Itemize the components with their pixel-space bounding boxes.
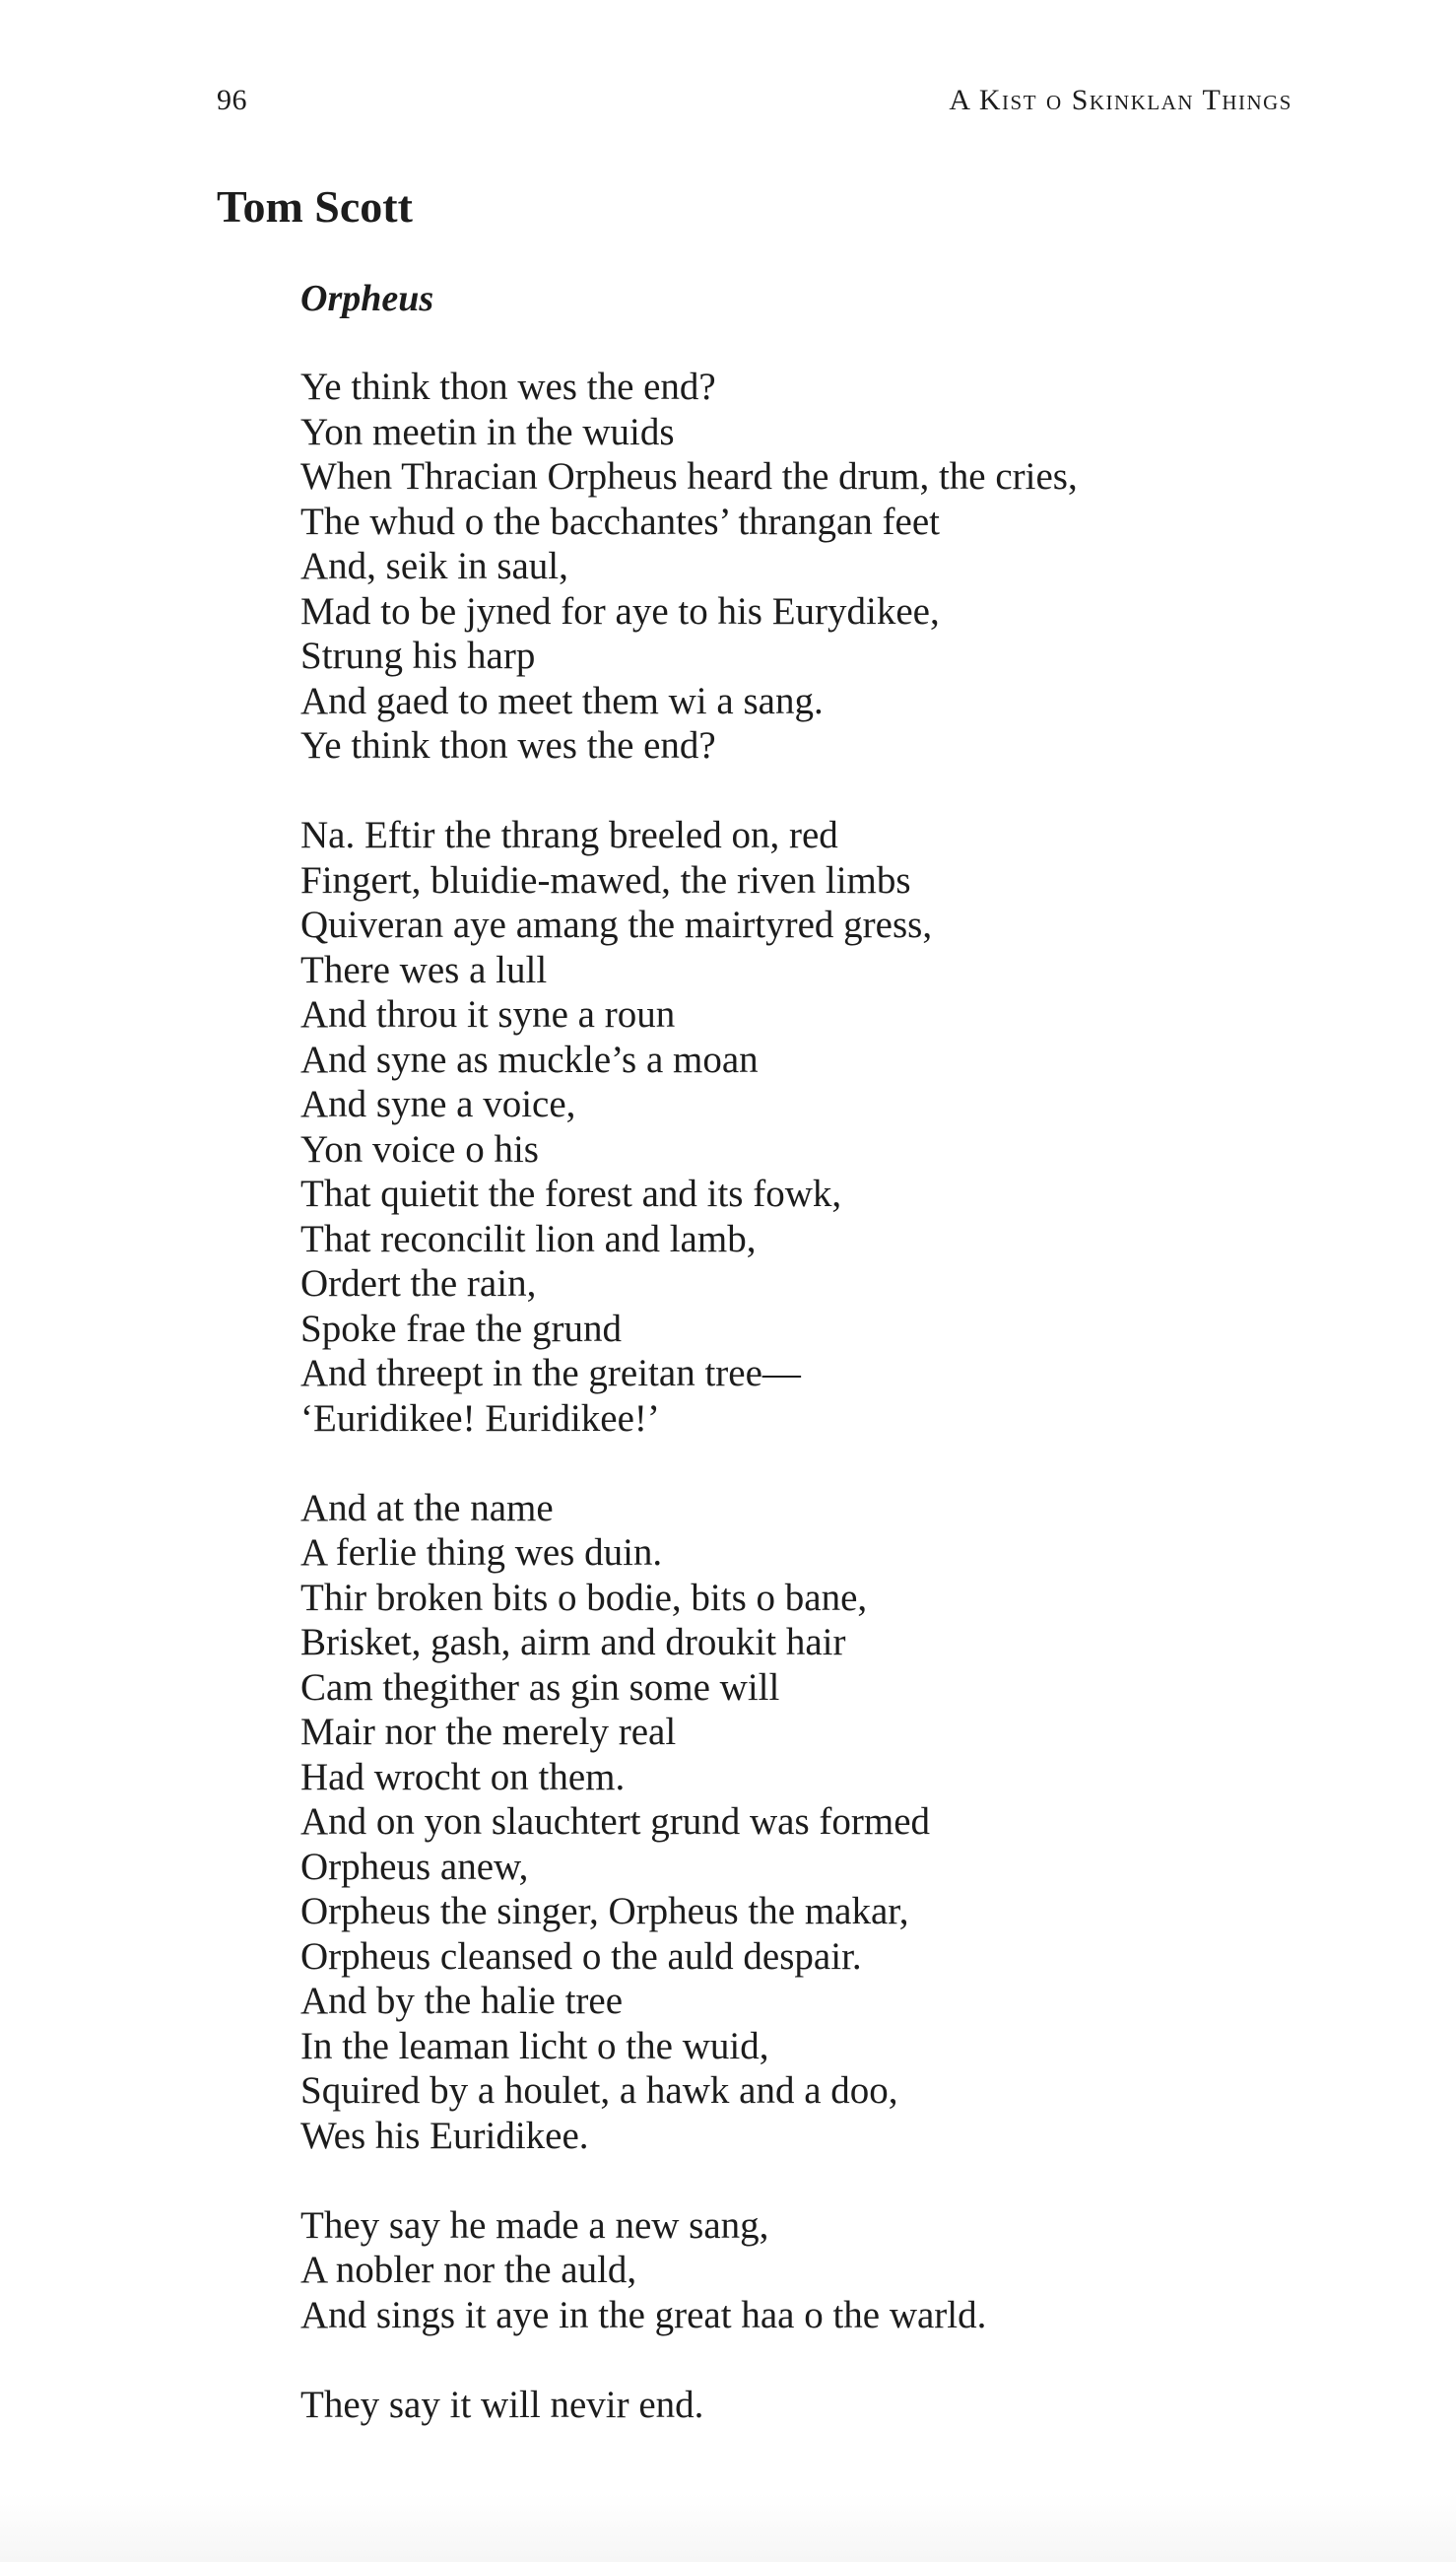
poem-line: And throu it syne a roun [300, 993, 676, 1036]
poem-line: A ferlie thing wes duin. [300, 1531, 663, 1574]
poem-stanza [300, 2383, 1286, 2428]
poem-line: Orpheus the singer, Orpheus the makar, [300, 1890, 909, 1932]
poem-line: Na. Eftir the thrang breeled on, red [300, 814, 838, 856]
poem-line: Strung his harp [300, 635, 536, 677]
poem-line: Ye think thon wes the end? [300, 724, 716, 767]
poem-line: Ye think thon wes the end? [300, 366, 716, 408]
poem-line: And gaed to meet them wi a sang. [300, 679, 824, 722]
poem-line: ‘Euridikee! Euridikee!’ [300, 1396, 660, 1440]
poem-line: Yon meetin in the wuids [300, 410, 675, 453]
running-head [217, 81, 1292, 120]
poem-line: And threept in the greitan tree— [300, 1352, 801, 1394]
book-title: A Kist o Skinklan Things [949, 84, 1292, 116]
poem-line: Had wrocht on them. [300, 1755, 626, 1798]
poem-line: Cam thegither as gin some will [300, 1665, 780, 1709]
poem-line: The whud o the bacchantes’ thrangan feet [300, 500, 940, 543]
poem-line: Yon voice o his [300, 1127, 539, 1171]
poem-line: That quietit the forest and its fowk, [300, 1173, 842, 1215]
page-number: 96 [217, 84, 247, 116]
author-name: Tom Scott [217, 181, 413, 232]
poem-line: Mad to be jyned for aye to his Eurydikee, [300, 589, 940, 633]
poem-line: Mair nor the merely real [300, 1711, 677, 1753]
poem-line: And on yon slauchtert grund was formed [300, 1800, 931, 1843]
poem-line: When Thracian Orpheus heard the drum, the cries, [300, 455, 1078, 498]
poem-body [300, 365, 1286, 2472]
poem-line: A nobler nor the auld, [300, 2249, 637, 2291]
poem-line: They say he made a new sang, [300, 2203, 769, 2247]
poem-line: Wes his Euridikee. [300, 2114, 589, 2157]
poem-line: There wes a lull [300, 948, 548, 991]
poem-line: Thir broken bits o bodie, bits o bane, [300, 1576, 868, 1619]
poem-line: And, seik in saul, [300, 545, 568, 587]
poem-line: And syne a voice, [300, 1083, 576, 1125]
poem-line: And syne as muckle’s a moan [300, 1038, 759, 1081]
poem-line: Orpheus anew, [300, 1845, 529, 1888]
poem-title: Orpheus [300, 278, 434, 319]
poem-stanza [300, 365, 1286, 769]
poem-stanza [300, 2203, 1286, 2338]
poem-line: And at the name [300, 1486, 554, 1529]
poem-line: Fingert, bluidie-mawed, the riven limbs [300, 858, 911, 902]
poem-line: And by the halie tree [300, 1980, 624, 2022]
poem-line: Squired by a houlet, a hawk and a doo, [300, 2069, 898, 2112]
poem-line: And sings it aye in the great haa o the warld. [300, 2293, 987, 2336]
poem-line: In the leaman licht o the wuid, [300, 2024, 769, 2067]
poem-line: Ordert the rain, [300, 1262, 537, 1305]
poem-line: Brisket, gash, airm and droukit hair [300, 1621, 846, 1663]
poem-line: They say it will nevir end. [300, 2383, 704, 2426]
poem-line: Orpheus cleansed o the auld despair. [300, 1934, 862, 1978]
poem-stanza [300, 1486, 1286, 2159]
poem-line: Spoke frae the grund [300, 1307, 622, 1350]
poem-line: That reconcilit lion and lamb, [300, 1217, 757, 1260]
poem-stanza [300, 813, 1286, 1441]
poem-line: Quiveran aye amang the mairtyred gress, [300, 904, 933, 946]
